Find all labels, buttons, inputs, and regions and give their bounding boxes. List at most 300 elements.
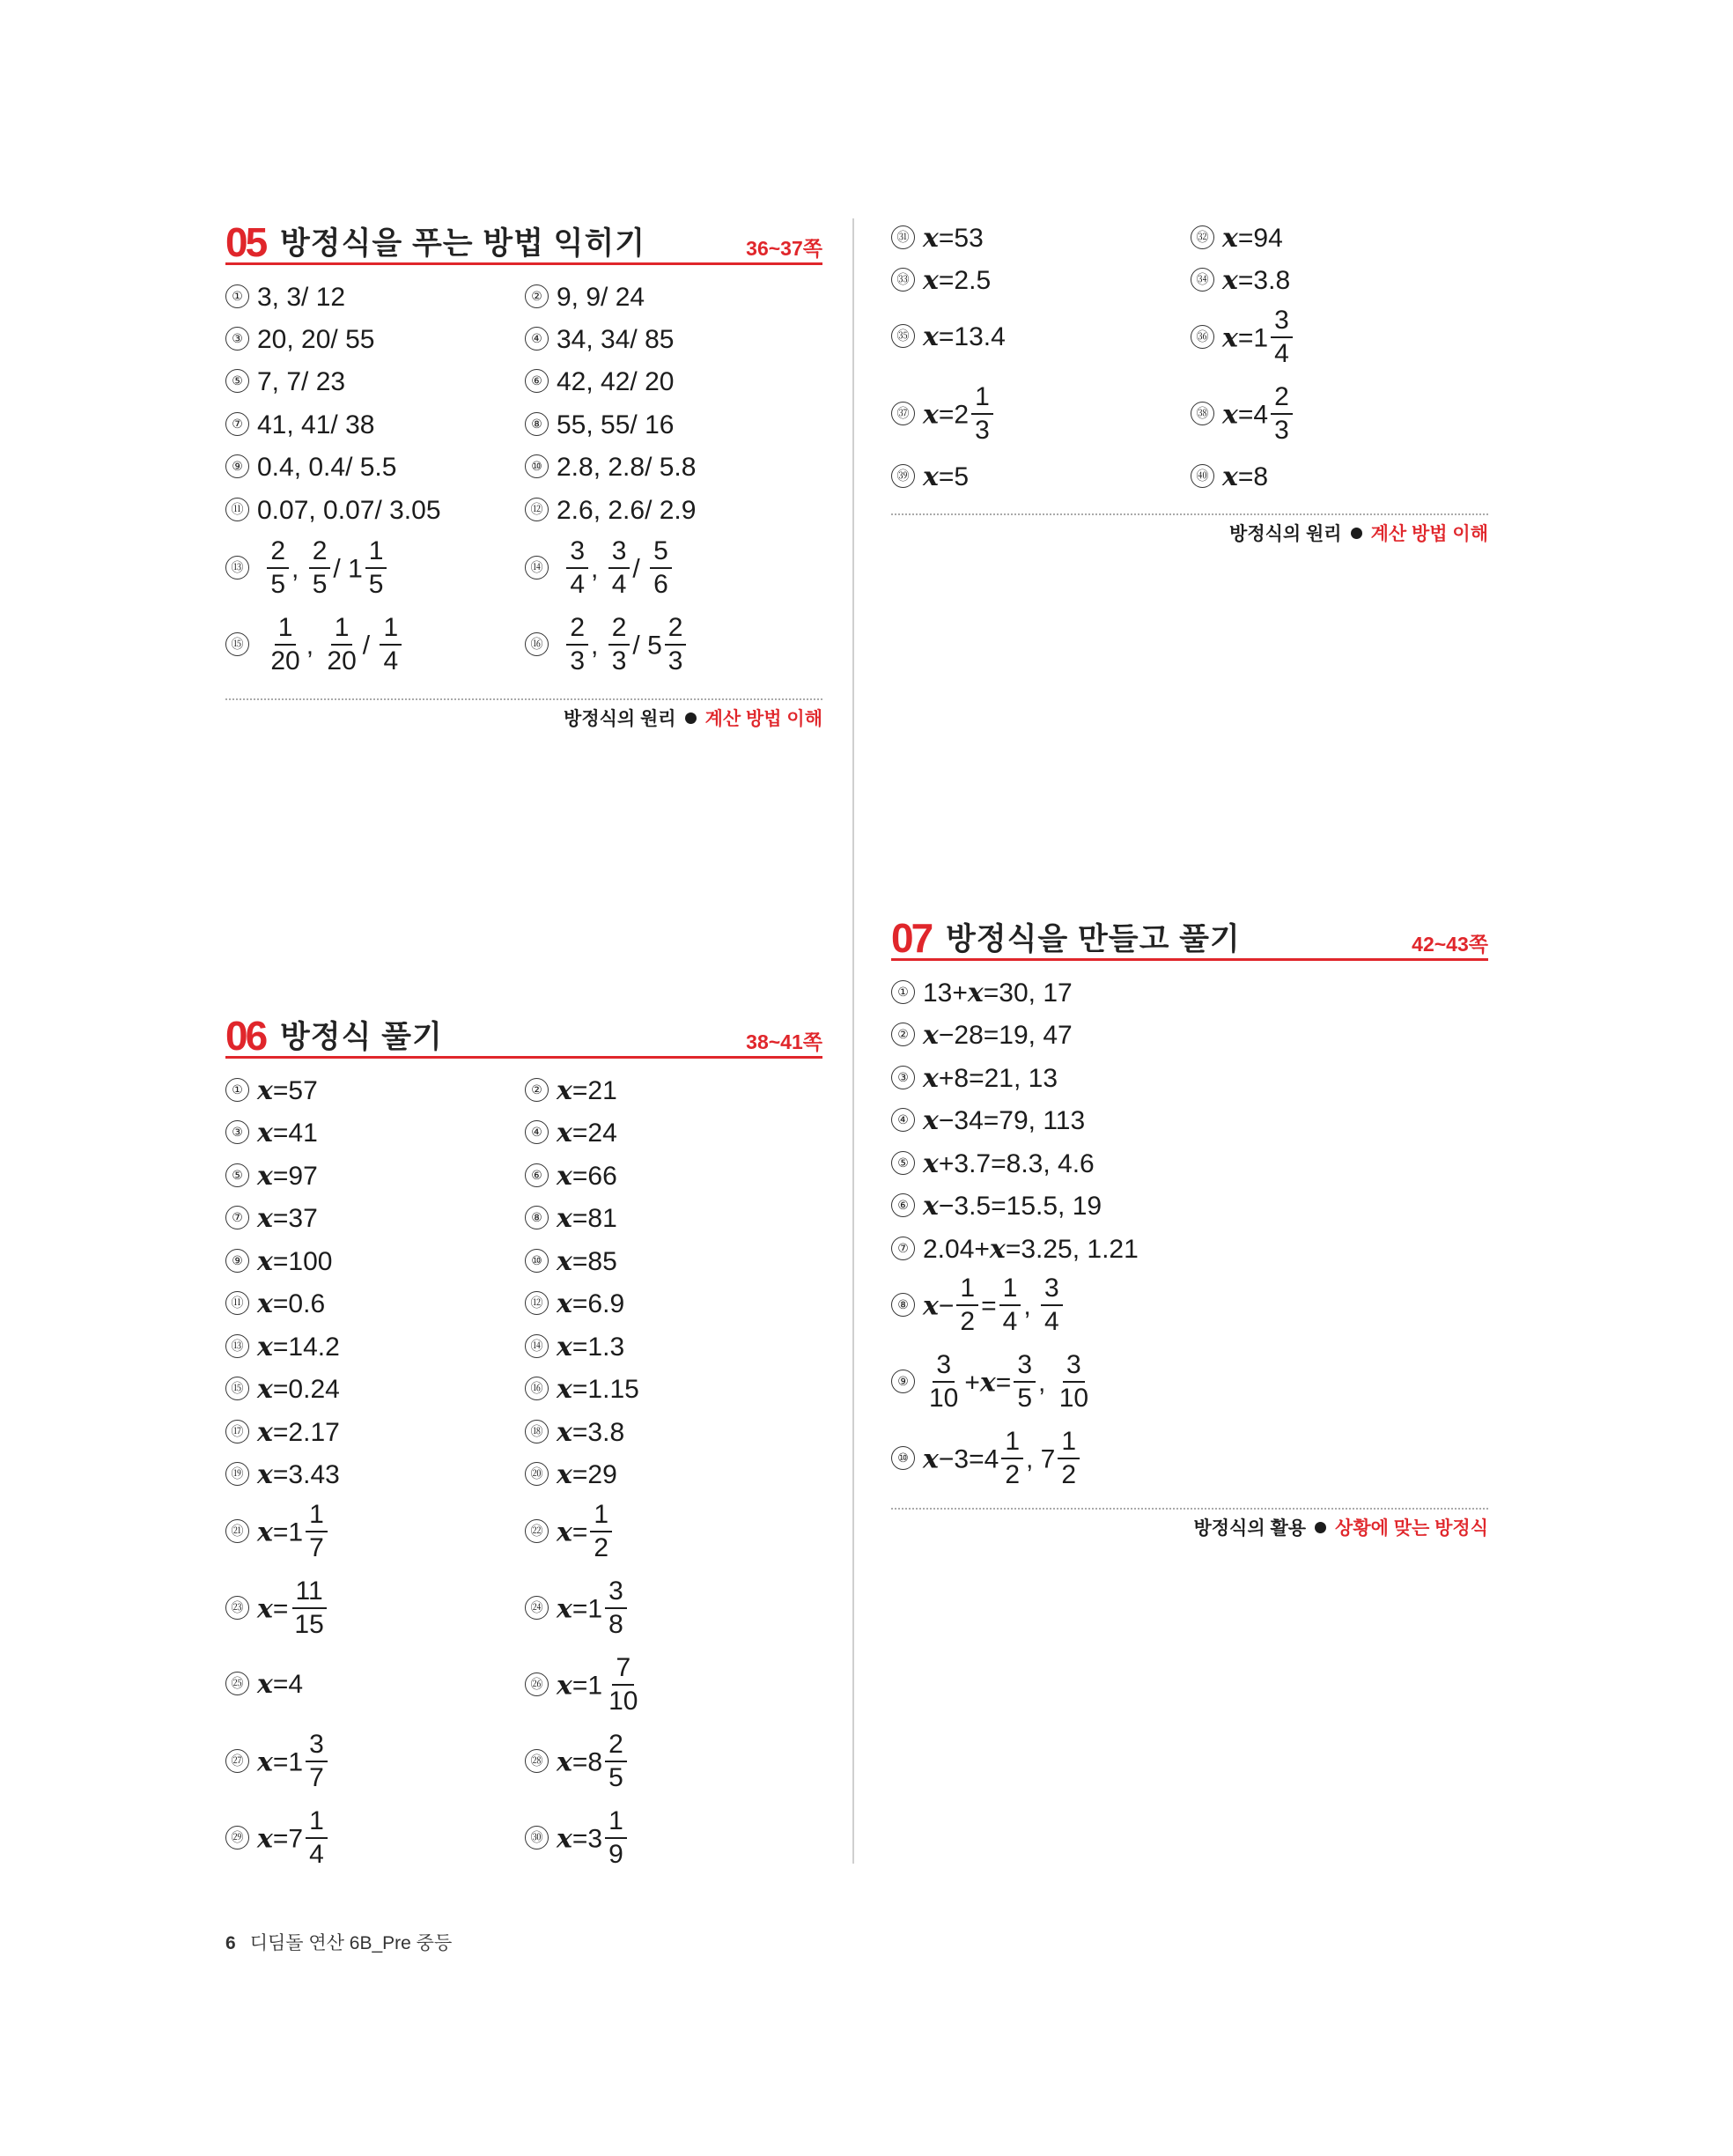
answer-value: 53: [954, 224, 984, 253]
denominator: 4: [1002, 1306, 1018, 1336]
separator: ,: [1038, 1368, 1046, 1398]
answer-item: [225, 1417, 340, 1448]
numerator: 1: [999, 1274, 1021, 1306]
answer-number: ①: [225, 284, 249, 308]
topic-tag: [1229, 525, 1488, 543]
fraction: [306, 1501, 328, 1562]
answer-number: ⑩: [525, 454, 549, 478]
answer-item: [225, 1576, 330, 1641]
numerator: 3: [306, 1731, 328, 1762]
variable-x: x: [923, 321, 939, 352]
variable-x: x: [1222, 399, 1238, 431]
answer-item: [891, 321, 1006, 352]
variable-x: x: [923, 461, 939, 492]
equals: =: [938, 266, 955, 295]
answer-value: 2.5: [954, 266, 992, 295]
numerator: 1: [331, 614, 353, 646]
equation-rest: −28=19, 47: [938, 1021, 1073, 1050]
denominator: 4: [309, 1839, 324, 1869]
minus-sign: −: [938, 1291, 955, 1321]
variable-x: x: [557, 1417, 572, 1448]
whole-number: 1: [288, 1747, 304, 1777]
equals: =: [272, 1204, 289, 1233]
fraction: [1058, 1428, 1080, 1488]
answer-number: ㊲: [891, 402, 915, 425]
numerator: 3: [608, 537, 631, 569]
variable-x: x: [257, 1118, 273, 1148]
answer-item: [525, 1730, 630, 1794]
denominator: 15: [294, 1609, 324, 1639]
answer-number: ㉛: [891, 225, 915, 249]
variable-x: x: [557, 1593, 572, 1625]
separator: ,: [1023, 1291, 1031, 1321]
answer-item: [525, 1246, 617, 1277]
answer-item: [225, 1075, 318, 1106]
answer-item: [891, 225, 984, 252]
section-06-header: [225, 1012, 822, 1059]
answer-number: ⑩: [525, 1249, 549, 1273]
equals: =: [1237, 224, 1254, 253]
equals: =: [272, 1418, 289, 1447]
answer-item: [525, 1163, 617, 1190]
answer-number: ⑥: [525, 369, 549, 393]
numerator: 3: [1014, 1351, 1036, 1383]
section-06: [225, 1012, 822, 1059]
equals: =: [272, 1670, 289, 1699]
fraction: [590, 1501, 612, 1562]
variable-x: x: [1222, 461, 1238, 492]
plus-sign: +: [964, 1368, 980, 1398]
fraction: [267, 614, 303, 675]
answer-number: ⑤: [891, 1151, 915, 1175]
answer-item: [225, 1374, 340, 1405]
variable-x: x: [257, 1288, 273, 1319]
variable-x: x: [257, 1246, 273, 1277]
fraction: [566, 614, 588, 675]
answer-value: 3.43: [288, 1460, 340, 1489]
slash: /: [632, 554, 648, 584]
variable-x: x: [923, 1020, 939, 1051]
topic-skill: 계산 방법 이해: [1370, 524, 1488, 544]
answer-item: [225, 1288, 326, 1319]
answer-text: 0.4, 0.4/ 5.5: [257, 453, 397, 482]
fraction: [605, 1807, 627, 1868]
answer-item: [525, 1120, 617, 1147]
answer-number: ⑤: [225, 369, 249, 393]
equation-rest: =3.25, 1.21: [1005, 1235, 1139, 1264]
variable-x: x: [989, 1234, 1006, 1265]
denominator: 9: [608, 1839, 623, 1869]
fraction: [971, 383, 993, 444]
section-number: 07: [891, 915, 932, 961]
variable-x: x: [923, 265, 939, 296]
answer-item: [225, 1120, 318, 1147]
fraction: [323, 614, 359, 675]
page-range: 36~37쪽: [746, 237, 822, 260]
numerator: 2: [566, 614, 588, 646]
answer-item: [225, 498, 441, 524]
section-number: 05: [225, 219, 266, 265]
denominator: 2: [594, 1532, 609, 1562]
fraction: [1001, 1428, 1023, 1488]
numerator: 1: [380, 614, 402, 646]
section-title: 방정식을 푸는 방법 익히기: [280, 226, 646, 261]
answer-item: [1191, 265, 1291, 296]
answer-number: ⑦: [225, 1206, 249, 1229]
answer-item: [525, 284, 645, 311]
variable-x: x: [557, 1459, 572, 1490]
answer-item: [225, 1459, 340, 1490]
separator: ,: [306, 631, 314, 661]
dotted-divider: [891, 1508, 1488, 1510]
fraction: [999, 1274, 1021, 1335]
variable-x: x: [257, 1593, 273, 1625]
numerator: 3: [566, 537, 588, 569]
answer-value: 41: [288, 1119, 318, 1148]
fraction: [566, 537, 588, 598]
answer-item: [891, 1148, 1095, 1179]
answer-item: [525, 412, 674, 439]
fraction: [380, 614, 402, 675]
equals: =: [272, 1747, 289, 1777]
denominator: 2: [1005, 1459, 1020, 1489]
fraction: [365, 537, 387, 598]
whole-number: 1: [288, 1517, 304, 1547]
answer-number: ①: [225, 1078, 249, 1102]
denominator: 3: [667, 646, 683, 676]
variable-x: x: [257, 1823, 273, 1855]
variable-x: x: [557, 1118, 572, 1148]
answer-item: [891, 461, 970, 492]
answer-number: ⑫: [525, 1291, 549, 1315]
answer-value: 6.9: [587, 1289, 625, 1318]
equals: =: [938, 322, 955, 351]
separator: ,: [291, 554, 299, 584]
equals: =: [272, 1375, 289, 1404]
fraction: [925, 1351, 962, 1412]
answer-number: ②: [525, 284, 549, 308]
denominator: 5: [368, 569, 384, 599]
denominator: 7: [309, 1532, 324, 1562]
equation-rest: +8=21, 13: [938, 1064, 1058, 1093]
answer-item: [525, 1576, 630, 1641]
answer-value: 3.8: [1253, 266, 1291, 295]
answer-item: [225, 536, 389, 601]
answer-number: ④: [525, 327, 549, 351]
answer-text: 2.8, 2.8/ 5.8: [557, 453, 697, 482]
equals: =: [572, 1289, 588, 1318]
section-number: 06: [225, 1013, 266, 1059]
answer-item: [891, 1350, 1095, 1414]
answer-item: [225, 1334, 340, 1361]
equals: =: [572, 1418, 588, 1447]
fraction: [608, 537, 631, 598]
whole-number: 3: [587, 1824, 603, 1854]
denominator: 4: [1274, 338, 1289, 368]
equals: =: [572, 1517, 588, 1547]
answer-item: [1191, 461, 1269, 492]
answer-text: 3, 3/ 12: [257, 283, 346, 312]
answer-number: ⑪: [225, 498, 249, 521]
whole-number: 7: [288, 1824, 304, 1854]
answer-item: [1191, 306, 1295, 370]
answer-item: [525, 1203, 617, 1234]
equals: =: [572, 1747, 588, 1777]
answer-item: [891, 265, 992, 296]
answer-text: 41, 41/ 38: [257, 410, 375, 439]
answer-number: ⑥: [525, 1163, 549, 1187]
dotted-divider: [891, 513, 1488, 515]
equals: =: [272, 1076, 289, 1105]
answer-item: [891, 980, 1073, 1007]
answer-item: [525, 1417, 625, 1448]
equals: =: [272, 1119, 289, 1148]
slash: /: [362, 631, 378, 661]
equals: =: [572, 1076, 588, 1105]
answer-value: 100: [288, 1247, 333, 1276]
page-range: 42~43쪽: [1412, 933, 1488, 956]
answer-number: ㊳: [1191, 402, 1214, 425]
answer-number: ㉟: [891, 324, 915, 348]
equals: =: [1237, 462, 1254, 491]
answer-value: 24: [587, 1119, 617, 1148]
equals: =: [1237, 266, 1254, 295]
variable-x: x: [557, 1374, 572, 1405]
fraction: [291, 1577, 327, 1638]
equals: =: [272, 1247, 289, 1276]
variable-x: x: [557, 1670, 572, 1702]
denominator: 5: [608, 1762, 623, 1792]
answer-item: [891, 1193, 1102, 1220]
denominator: 6: [653, 569, 668, 599]
separator: , 7: [1026, 1444, 1056, 1474]
numerator: 3: [1271, 306, 1293, 338]
answer-item: [225, 327, 374, 353]
denominator: 2: [1061, 1459, 1077, 1489]
whole-number: 1: [348, 554, 363, 584]
answer-number: ③: [225, 1120, 249, 1144]
answer-number: ⑭: [525, 1334, 549, 1358]
answer-item: [891, 1105, 1086, 1136]
equals: =: [572, 1119, 588, 1148]
answer-number: ⑦: [891, 1237, 915, 1260]
variable-x: x: [557, 1203, 572, 1234]
answer-item: [225, 1669, 304, 1700]
answer-item: [225, 1246, 333, 1277]
topic-skill: 계산 방법 이해: [704, 709, 822, 729]
equals: =: [995, 1368, 1012, 1398]
equation-rest: =30, 17: [983, 978, 1073, 1008]
answer-item: [225, 1203, 318, 1234]
answer-number: ⑰: [225, 1420, 249, 1443]
answer-value: 8: [1253, 462, 1269, 491]
equals: =: [1237, 400, 1254, 430]
topic-category: 방정식의 원리: [564, 709, 676, 729]
answer-value: 13.4: [954, 322, 1006, 351]
topic-category: 방정식의 원리: [1229, 524, 1342, 544]
answer-value: 97: [288, 1162, 318, 1191]
answer-number: ③: [225, 327, 249, 351]
equals: =: [1237, 323, 1254, 353]
answer-number: ⑤: [225, 1163, 249, 1187]
fraction: [1271, 306, 1293, 367]
answer-number: ⑬: [225, 556, 249, 580]
equation-rest: −3=4: [938, 1444, 999, 1474]
answer-item: [225, 369, 345, 395]
answer-number: ⑧: [525, 1206, 549, 1229]
equation-rest: +3.7=8.3, 4.6: [938, 1149, 1095, 1178]
numerator: 3: [605, 1577, 627, 1609]
answer-item: [525, 1500, 615, 1564]
answer-item: [225, 454, 396, 481]
separator: ,: [591, 554, 599, 584]
answer-number: ②: [525, 1078, 549, 1102]
answer-number: ⑨: [891, 1370, 915, 1393]
equation-prefix: 2.04+: [923, 1235, 990, 1264]
answer-value: 37: [288, 1204, 318, 1233]
answer-value: 21: [587, 1076, 617, 1105]
answer-item: [225, 412, 374, 439]
answer-value: 0.24: [288, 1375, 340, 1404]
answer-number: ⑧: [525, 412, 549, 436]
numerator: 1: [1058, 1428, 1080, 1459]
denominator: 10: [929, 1383, 959, 1413]
answer-text: 20, 20/ 55: [257, 325, 375, 354]
equals: =: [572, 1375, 588, 1404]
equals: =: [272, 1594, 289, 1624]
answer-text: 0.07, 0.07/ 3.05: [257, 496, 441, 525]
answer-number: ㉙: [225, 1826, 249, 1850]
variable-x: x: [923, 1148, 939, 1179]
denominator: 3: [611, 646, 627, 676]
answer-number: ㉜: [1191, 225, 1214, 249]
equals: =: [272, 1824, 289, 1854]
answer-number: ⑫: [525, 498, 549, 521]
equals: =: [572, 1460, 588, 1489]
numerator: 7: [612, 1654, 634, 1686]
answer-item: [225, 1730, 330, 1794]
answer-item: [525, 1653, 644, 1717]
answer-value: 1.15: [587, 1375, 639, 1404]
section-07-header: [891, 914, 1488, 961]
book-title: 디딤돌 연산 6B_Pre 중등: [249, 1933, 453, 1953]
answer-number: ②: [891, 1023, 915, 1046]
answer-item: [225, 613, 404, 677]
variable-x: x: [557, 1161, 572, 1192]
whole-number: 2: [954, 400, 970, 430]
answer-number: ⑨: [225, 1249, 249, 1273]
answer-number: ⑦: [225, 412, 249, 436]
variable-x: x: [257, 1332, 273, 1362]
answer-number: ㉑: [225, 1519, 249, 1543]
answer-item: [525, 1334, 624, 1361]
numerator: 3: [933, 1351, 955, 1383]
answer-item: [891, 1020, 1073, 1051]
answer-item: [525, 1288, 625, 1319]
page-range: 38~41쪽: [746, 1030, 822, 1053]
topic-category: 방정식의 활용: [1193, 1518, 1307, 1539]
equals: =: [938, 400, 955, 430]
variable-x: x: [923, 399, 939, 431]
fraction: [605, 1577, 627, 1638]
answer-item: [525, 327, 674, 353]
answer-value: 4: [288, 1670, 304, 1699]
answer-number: ⑭: [525, 556, 549, 580]
equals: =: [981, 1291, 997, 1321]
variable-x: x: [923, 1290, 939, 1322]
equals: =: [572, 1824, 588, 1854]
denominator: 3: [570, 646, 586, 676]
separator: ,: [591, 631, 599, 661]
numerator: 1: [971, 383, 993, 415]
variable-x: x: [257, 1459, 273, 1490]
numerator: 3: [1041, 1274, 1063, 1306]
answer-number: ④: [525, 1120, 549, 1144]
answer-number: ⑱: [525, 1420, 549, 1443]
section-07: [891, 914, 1488, 961]
fraction: [267, 537, 289, 598]
variable-x: x: [923, 1105, 939, 1136]
numerator: 11: [292, 1577, 327, 1609]
answer-item: [525, 1374, 639, 1405]
answer-value: 5: [954, 462, 970, 491]
answer-item: [525, 613, 689, 677]
bullet-dot: [1315, 1522, 1326, 1533]
dotted-divider: [225, 698, 822, 700]
numerator: 1: [956, 1274, 978, 1306]
answer-text: 9, 9/ 24: [557, 283, 645, 312]
whole-number: 1: [587, 1594, 603, 1624]
variable-x: x: [1222, 223, 1238, 254]
slash: /: [333, 554, 349, 584]
variable-x: x: [923, 1443, 939, 1475]
answer-value: 1.3: [587, 1333, 625, 1362]
answer-number: ⑲: [225, 1462, 249, 1486]
answer-number: ⑯: [525, 632, 549, 656]
variable-x: x: [257, 1374, 273, 1405]
answer-text: 2.6, 2.6/ 2.9: [557, 496, 697, 525]
whole-number: 8: [587, 1747, 603, 1777]
fraction: [1014, 1351, 1036, 1412]
equals: =: [272, 1333, 289, 1362]
variable-x: x: [257, 1517, 273, 1548]
answer-item: [891, 1063, 1058, 1094]
denominator: 7: [309, 1762, 324, 1792]
numerator: 1: [306, 1501, 328, 1532]
variable-x: x: [257, 1161, 273, 1192]
equals: =: [572, 1162, 588, 1191]
variable-x: x: [257, 1669, 273, 1700]
numerator: 5: [650, 537, 672, 569]
equation-rest: −3.5=15.5, 19: [938, 1192, 1102, 1221]
whole-number: 1: [1253, 323, 1269, 353]
variable-x: x: [923, 1063, 939, 1094]
topic-tag: [564, 710, 822, 728]
answer-item: [525, 536, 675, 601]
variable-x: x: [1222, 322, 1238, 354]
bullet-dot: [1351, 528, 1362, 539]
equals: =: [938, 462, 955, 491]
answer-number: ③: [891, 1066, 915, 1089]
answer-number: ㉝: [891, 268, 915, 292]
variable-x: x: [923, 1191, 939, 1222]
slash: /: [632, 631, 648, 661]
equals: =: [272, 1460, 289, 1489]
denominator: 4: [1044, 1306, 1059, 1336]
answer-value: 57: [288, 1076, 318, 1105]
answer-number: ⑬: [225, 1334, 249, 1358]
numerator: 2: [665, 614, 687, 646]
